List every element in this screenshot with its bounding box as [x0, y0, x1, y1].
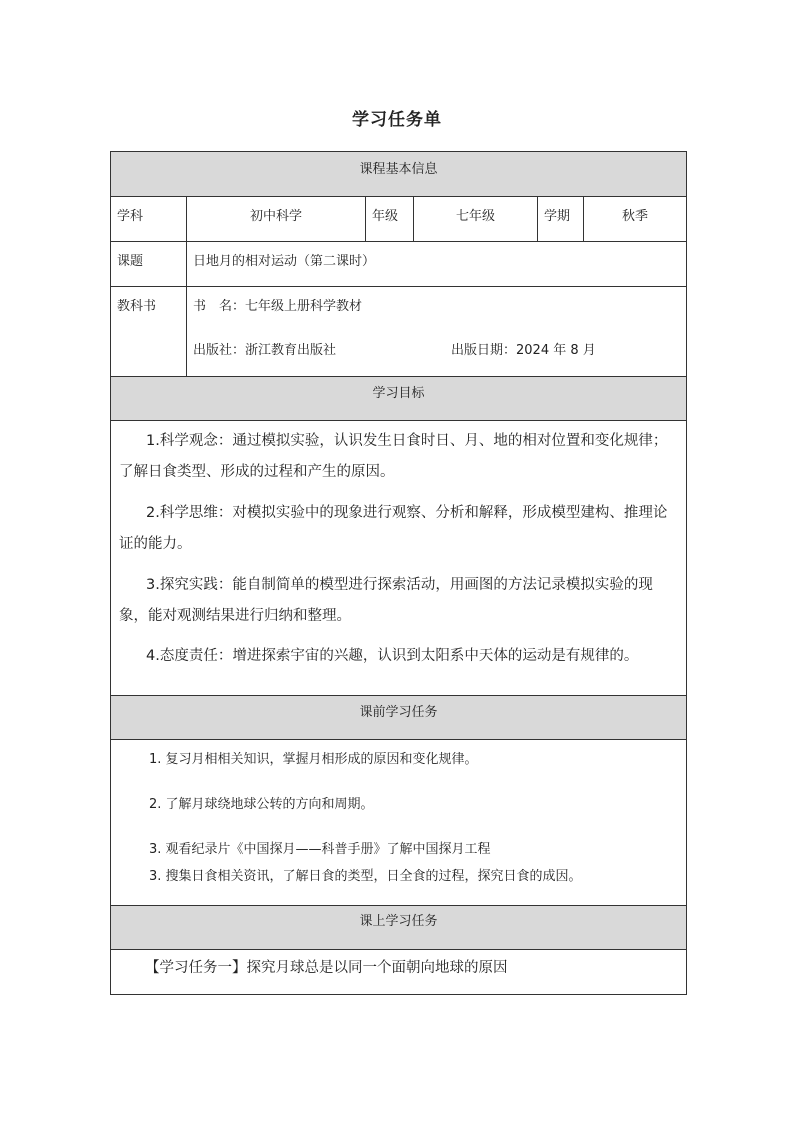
section-goals-header: 学习目标: [111, 377, 686, 421]
goals-block: [111, 421, 686, 696]
pre-task-item: 2. 了解月球绕地球公转的方向和周期。: [149, 797, 374, 812]
section-class-header: 课上学习任务: [111, 906, 686, 950]
pre-task-item: 1. 复习月相相关知识，掌握月相形成的原因和变化规律。: [149, 752, 478, 767]
goal-item: 3.探究实践：能自制简单的模型进行探索活动，用画图的方法记录模拟实验的现象，能对观测结果进行归纳和整理。: [119, 577, 653, 624]
pre-tasks-block: [111, 740, 686, 906]
term-label: 学期: [538, 197, 584, 241]
topic-row: [111, 242, 686, 287]
task-sheet-table: [110, 151, 687, 995]
goal-item: 4.态度责任：增进探索宇宙的兴趣，认识到太阳系中天体的运动是有规律的。: [146, 648, 639, 664]
pre-task-item: 3. 搜集日食相关资讯，了解日食的类型，日全食的过程，探究日食的成因。: [149, 869, 582, 884]
term-value: 秋季: [621, 209, 648, 224]
book-name: 书 名：七年级上册科学教材: [193, 299, 363, 314]
grade-value: 七年级: [414, 197, 538, 241]
publish-date: 出版日期：2024 年 8 月: [451, 343, 596, 358]
section-pre-header: 课前学习任务: [111, 696, 686, 740]
pre-task-item: 3. 观看纪录片《中国探月——科普手册》了解中国探月工程: [149, 842, 491, 857]
subject-row: [111, 197, 686, 242]
class-task-item: 【学习任务一】探究月球总是以同一个面朝向地球的原因: [145, 960, 508, 976]
goal-item: 2.科学思维：对模拟实验中的现象进行观察、分析和解释，形成模型建构、推理论证的能力。: [119, 505, 668, 552]
subject-value: 初中科学: [187, 197, 366, 241]
textbook-label: 教科书: [111, 287, 187, 376]
subject-label: 学科: [111, 197, 187, 241]
topic-value: 日地月的相对运动（第二课时）: [193, 254, 376, 269]
grade-label: 年级: [366, 197, 414, 241]
page-title: 学习任务单: [352, 110, 442, 130]
textbook-row: [111, 287, 686, 377]
class-task-block: [111, 950, 686, 994]
section-basic-header: 课程基本信息: [111, 152, 686, 197]
goal-item: 1.科学观念：通过模拟实验，认识发生日食时日、月、地的相对位置和变化规律；了解日食类型、形成的过程和产生的原因。: [119, 433, 668, 480]
textbook-detail: [187, 287, 686, 376]
topic-label: 课题: [111, 242, 187, 286]
publisher: 出版社：浙江教育出版社: [193, 343, 337, 358]
